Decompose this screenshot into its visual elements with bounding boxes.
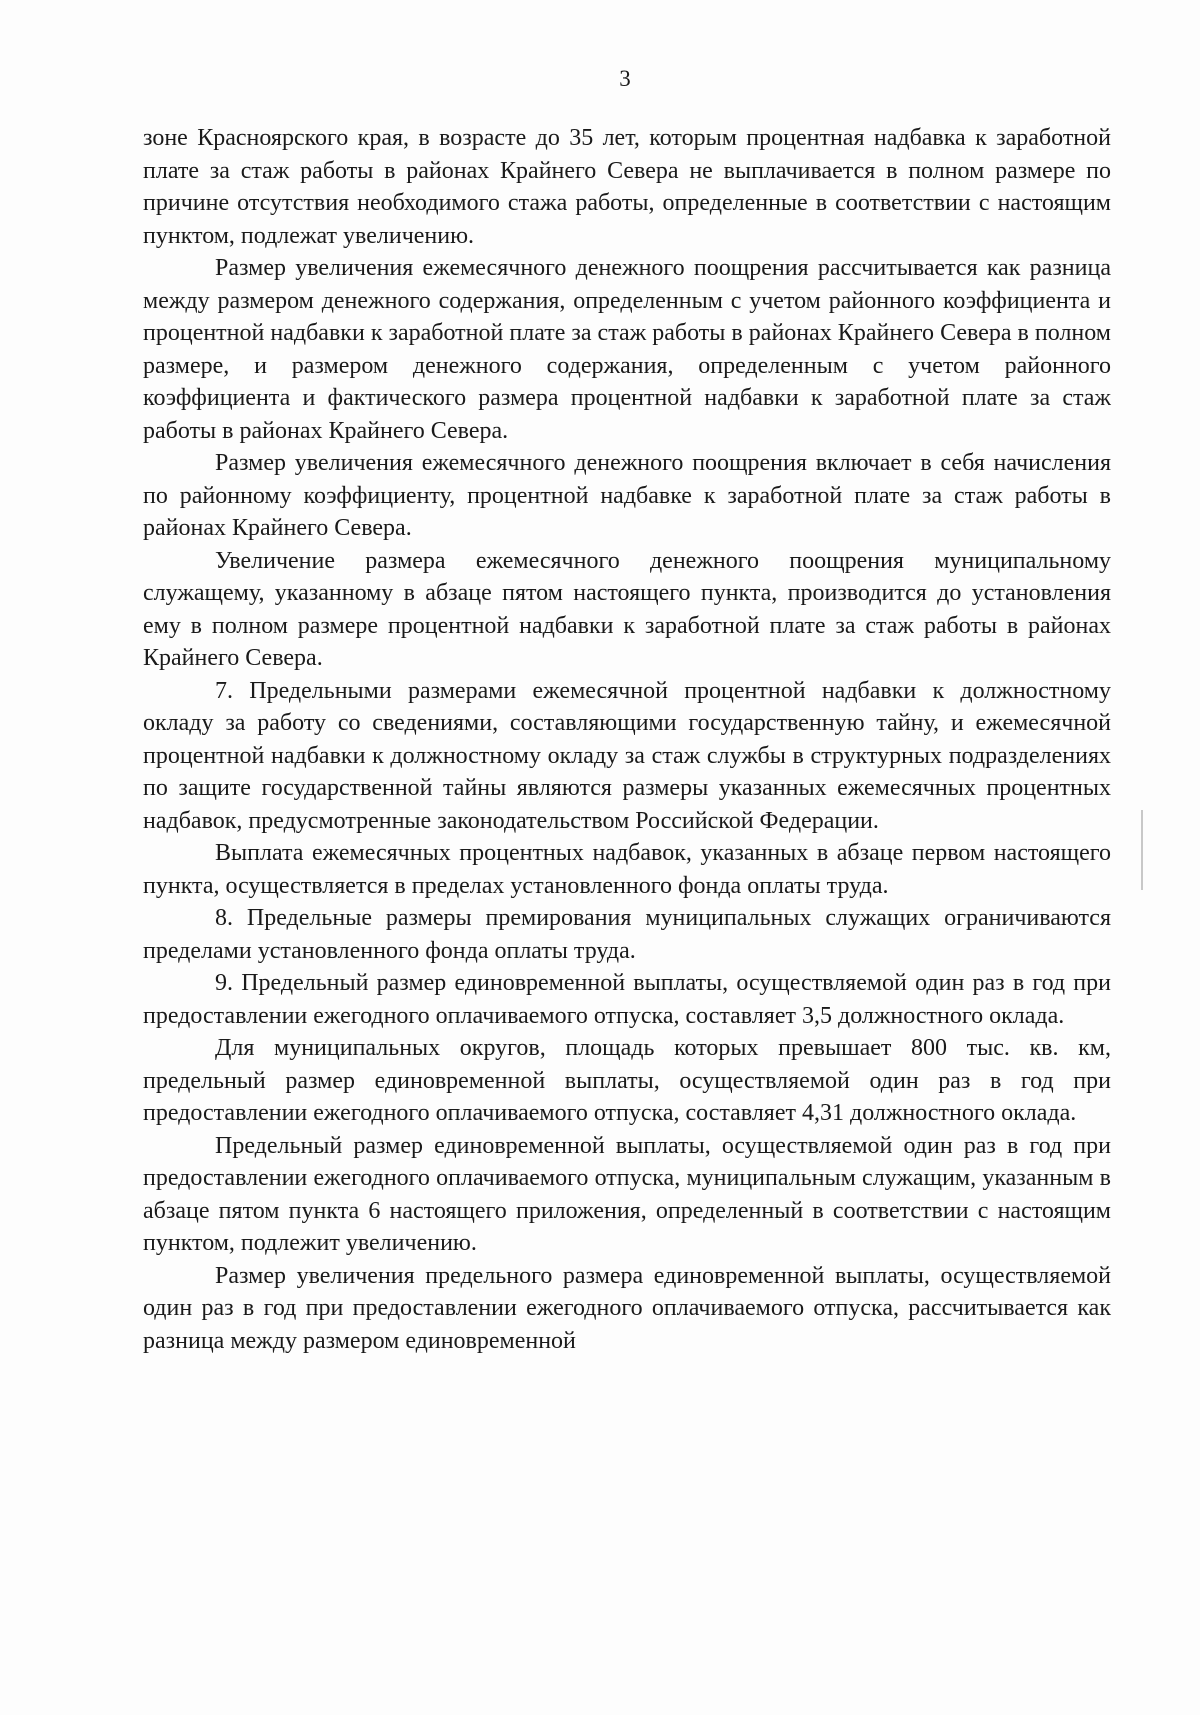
paragraph-item-9: 9. Предельный размер единовременной выплаты, осуществляемой один раз в год при предоставлении ежегодного оплачиваемого отпуска, составляет 3,5 должностного оклада. (143, 970, 1111, 1029)
scan-margin-mark (1141, 810, 1143, 890)
paragraph-continuation: зоне Красноярского края, в возрасте до 35 лет, которым процентная надбавка к заработной плате за стаж работы в районах Крайнего Севера не выплачивается в полном размере по причине отсутствия необходимого стажа работы, определенные в соответствии с настоящим пунктом, подлежат увеличению. (143, 125, 1111, 249)
paragraph: Для муниципальных округов, площадь которых превышает 800 тыс. кв. км, предельный размер единовременной выплаты, осуществляемой один раз в год при предоставлении ежегодного оплачиваемого отпуска, составляет 4,31 должностного оклада. (143, 1035, 1111, 1126)
paragraph: Предельный размер единовременной выплаты, осуществляемой один раз в год при предоставлении ежегодного оплачиваемого отпуска, муниципальным служащим, указанным в абзаце пятом пункта 6 настоящего приложения, определенный в соответствии с настоящим пунктом, подлежит увеличению. (143, 1132, 1111, 1256)
document-body (143, 122, 1111, 1357)
paragraph-item-8: 8. Предельные размеры премирования муниципальных служащих ограничиваются пределами установленного фонда оплаты труда. (143, 905, 1111, 964)
paragraph: Размер увеличения ежемесячного денежного поощрения включает в себя начисления по районному коэффициенту, процентной надбавке к заработной плате за стаж работы в районах Крайнего Севера. (143, 450, 1111, 541)
paragraph: Выплата ежемесячных процентных надбавок, указанных в абзаце первом настоящего пункта, осуществляется в пределах установленного фонда оплаты труда. (143, 840, 1111, 899)
paragraph: Размер увеличения ежемесячного денежного поощрения рассчитывается как разница между размером денежного содержания, определенным с учетом районного коэффициента и процентной надбавки к заработной плате за стаж работы в районах Крайнего Севера в полном размере, и размером денежного содержания, определенным с учетом районного коэффициента и фактического размера процентной надбавки к заработной плате за стаж работы в районах Крайнего Севера. (143, 255, 1111, 444)
paragraph: Увеличение размера ежемесячного денежного поощрения муниципальному служащему, указанному в абзаце пятом настоящего пункта, производится до установления ему в полном размере процентной надбавки к заработной плате за стаж работы в районах Крайнего Севера. (143, 547, 1111, 671)
paragraph: Размер увеличения предельного размера единовременной выплаты, осуществляемой один раз в год при предоставлении ежегодного оплачиваемого отпуска, рассчитывается как разница между размером единовременной (143, 1262, 1111, 1354)
page-number: 3 (619, 66, 631, 91)
paragraph-item-7: 7. Предельными размерами ежемесячной процентной надбавки к должностному окладу за работу со сведениями, составляющими государственную тайну, и ежемесячной процентной надбавки к должностному окладу за стаж службы в структурных подразделениях по защите государственной тайны являются размеры указанных ежемесячных процентных надбавок, предусмотренные законодательством Российской Федерации. (143, 677, 1111, 834)
